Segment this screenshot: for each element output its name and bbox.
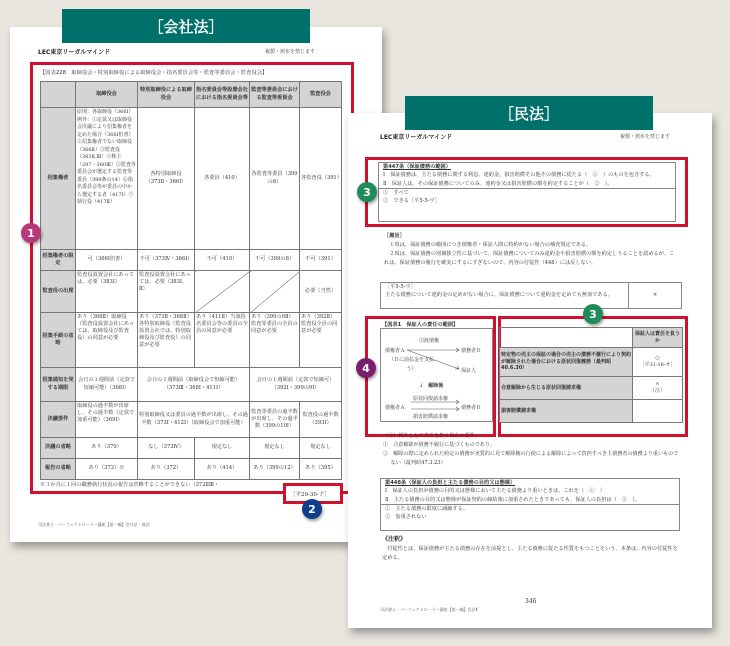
table-row bbox=[41, 313, 342, 368]
page-footer: 司法書士・パーフェクトローラー講座【第一編】会社法・商法 bbox=[38, 522, 150, 527]
restitution-label: 原状回復請求権 bbox=[413, 396, 449, 402]
table-cell: 特別取締役又は委員の過半数が出席し、その過半数（373Ⅰ・412Ⅰ）（取締役会で加重可能） bbox=[138, 402, 250, 438]
article-448-box bbox=[380, 478, 680, 531]
row-header: 招集手続の省略 bbox=[41, 313, 76, 368]
row-header: 決議要件 bbox=[41, 402, 76, 438]
table-cell-empty bbox=[250, 271, 300, 313]
article-text: Ⅱ 主たる債務の目的又は態様が保証契約の締結後に加重されたときであっても、保証人の負担は（ ② ）。 bbox=[385, 496, 641, 503]
table-cell: あり（414） bbox=[195, 459, 250, 480]
note-item: ① 合意解除が債務不履行に基づくものであり、 bbox=[383, 441, 496, 448]
table-cell: なし（373Ⅳ） bbox=[138, 438, 195, 459]
row-header: 招集権者 bbox=[41, 108, 76, 250]
table-cell: 取締役の過半数が出席し、その過半数（定款で加重可能）（369Ⅰ） bbox=[76, 402, 138, 438]
table-cell: あり（370） bbox=[76, 438, 138, 459]
row-header: 損害賠償請求権 bbox=[500, 400, 633, 423]
table-title: 【図表228 取締役会・特別取締役による取締役会・指名委員会等・監査等委員会・監査役会】 bbox=[40, 70, 268, 76]
table-row bbox=[41, 438, 342, 459]
question-text: 主たる債務について違約金の定めがない場合に、保証債務について違約金を定めても無効である。 bbox=[385, 292, 614, 299]
corner-cell bbox=[41, 82, 76, 108]
table-cell: 監査等委員の過半数が出席し、その過半数（399の10Ⅰ） bbox=[250, 402, 300, 438]
article-title: 第448条（保証人の負担と主たる債務の目的又は態様） bbox=[385, 480, 516, 486]
lec-logo: LEC東京リーガルマインド bbox=[38, 49, 111, 56]
note-title: （注）例外として責任を負う場合の要件 bbox=[383, 433, 475, 439]
table-cell: 可（366Ⅰ但書） bbox=[76, 250, 138, 271]
table-cell: 不可（373Ⅳ・366Ⅰ） bbox=[138, 250, 195, 271]
row-header: 報告の省略 bbox=[41, 459, 76, 480]
table-cell: 必要（当然） bbox=[300, 271, 342, 313]
section-title: ［趣旨］ bbox=[384, 233, 405, 239]
article-text: Ⅱ 保証人は、その保証債務についてのみ、違約金又は損害賠償の額を約定することが（ ② ）。 bbox=[383, 180, 613, 187]
copyright-notice: 複製・頒布を禁じます bbox=[265, 49, 316, 55]
creditor-label: 債権者Ａ bbox=[385, 348, 406, 354]
liability-value: × bbox=[655, 381, 660, 388]
article-title: 第447条（保証債務の範囲） bbox=[383, 164, 451, 170]
table-row bbox=[41, 250, 342, 271]
row-header: 招集権者の限定 bbox=[41, 250, 76, 271]
guarantor-label: 保証人 bbox=[461, 368, 477, 374]
claim-label: 引渡債権 bbox=[419, 338, 440, 344]
paragraph: 付従性とは、保証債務が主たる債務の存在を前提とし、主たる債務に従たる性質をもつことをいう。本条は、内容の付従性を定める。 bbox=[382, 546, 678, 562]
lec-logo: LEC東京リーガルマインド bbox=[380, 134, 453, 141]
company-law-tab: ［会社法］ bbox=[62, 9, 310, 43]
table-cell: 不可（410） bbox=[195, 250, 250, 271]
table-cell: 不可（399の8） bbox=[250, 250, 300, 271]
figure-title: 【図表1 保証人の責任の範囲】 bbox=[382, 322, 459, 328]
creditor-label: 債権者Ａ bbox=[385, 405, 406, 411]
debtor-label: 債務者Ｂ bbox=[461, 405, 482, 411]
table-cell: 会日の１週間前（取締役会で短縮可能）（373Ⅲ・368Ⅰ・411Ⅰ） bbox=[138, 368, 250, 402]
col-header: 取締役会 bbox=[76, 82, 138, 108]
purpose-section bbox=[384, 232, 679, 267]
table-row bbox=[41, 108, 342, 250]
answer-1: ① すべて bbox=[383, 189, 409, 196]
note-section bbox=[383, 432, 681, 468]
section-title: 《注釈》 bbox=[382, 536, 407, 543]
table-row bbox=[500, 348, 683, 377]
table-cell: 監査役設置会社にあっては、必要（383Ⅰ，Ⅱ） bbox=[138, 271, 195, 313]
table-row bbox=[500, 400, 683, 423]
paragraph: １項は、保証債務の範囲につき債権者・保証人間に特約がない場合の補充規定である。 bbox=[389, 241, 592, 248]
table-cell: 各特別取締役（373Ⅱ・366Ⅰ） bbox=[138, 108, 195, 250]
table-row bbox=[41, 368, 342, 402]
table-cell: あり（399の12） bbox=[250, 459, 300, 480]
table-cell: あり（372） bbox=[138, 459, 195, 480]
table-cell: 各監査役（391） bbox=[300, 108, 342, 250]
col-header: 監査役会 bbox=[300, 82, 342, 108]
answer-2: ② 加重されない bbox=[385, 514, 427, 521]
question-box bbox=[380, 282, 682, 309]
question-answer: × bbox=[652, 292, 658, 299]
arrows-icon bbox=[381, 329, 494, 423]
article-text: Ⅰ 保証債務は、主たる債務に関する利息、違約金、損害賠償その他その債務に従たる（ ① ）のものを包含する。 bbox=[383, 172, 655, 179]
liability-diagram bbox=[380, 328, 493, 422]
liability-value bbox=[633, 400, 683, 423]
prepayment-note: （Ｂに前払金を支払う） bbox=[389, 357, 435, 372]
question-reference: ［平5-5-ウ］ bbox=[385, 284, 416, 290]
table-cell: 各委員（410） bbox=[195, 108, 250, 250]
guarantor-liability-table bbox=[499, 327, 683, 423]
table-cell: 監査役設置会社にあっては、必要（383Ⅰ） bbox=[76, 271, 138, 313]
table-row bbox=[41, 271, 342, 313]
note-item: ② 解除の際に定められた約定の債務が実質的に見て解除権の行使による解除によって負担すべき主債務者の債務より重いものでない（最判昭47.3.23） bbox=[383, 450, 679, 466]
table-cell: あり（373Ⅱ・368Ⅱ）各特別取締役（監査役設置会社では、特別取締役及び監査役）の同意が必要 bbox=[138, 313, 195, 368]
damages-label: 損害賠償請求権 bbox=[413, 414, 449, 420]
col-header: 保証人は責任を負うか bbox=[633, 328, 683, 348]
answer-1: ① 主たる債務の限度に減縮する。 bbox=[385, 505, 469, 512]
table-footnote: ※３か月に１回の職務執行状況の報告は省略することができない（372ⅡⅢ・ bbox=[40, 482, 220, 488]
copyright-notice: 複製・頒布を禁じます bbox=[620, 134, 671, 140]
page-number: 346 bbox=[525, 598, 537, 605]
note-reference: （注） bbox=[649, 388, 665, 394]
row-header: 特定物の売主の保証の場合の売主の債務不履行により契約が解除された場合における原状回復義務（最判昭40.6.30） bbox=[500, 348, 633, 377]
badge-3: 3 bbox=[357, 182, 377, 202]
table-cell: 規定なし bbox=[195, 438, 250, 459]
debtor-label: 債務者Ｂ bbox=[461, 348, 482, 354]
table-cell: あり（411Ⅱ）当該指名委員会等の委員の全員の同意が必要 bbox=[195, 313, 250, 368]
badge-3: 3 bbox=[583, 304, 603, 324]
row-header: 監査役の出席 bbox=[41, 271, 76, 313]
liability-value: ○ bbox=[655, 355, 660, 362]
corner-cell bbox=[500, 328, 633, 348]
table-cell: あり（372）※ bbox=[76, 459, 138, 480]
article-447-box bbox=[378, 162, 676, 222]
table-cell: 会日の１週間前（定款で短縮可能）（368Ⅰ） bbox=[76, 368, 138, 402]
col-header: 特別取締役による取締役会 bbox=[138, 82, 195, 108]
exam-reference: ［平31-16-オ］ bbox=[639, 362, 676, 368]
table-cell: あり（368Ⅱ）取締役（監査役設置会社にあっては、取締役及び監査役）の同意が必要 bbox=[76, 313, 138, 368]
annotation-section bbox=[382, 535, 678, 563]
civil-law-tab: ［民法］ bbox=[405, 96, 653, 130]
board-comparison-table bbox=[40, 81, 342, 480]
badge-2: 2 bbox=[302, 499, 322, 519]
table-cell: 会日の１週間前（定款で短縮可）（392Ⅰ・399の9Ⅰ） bbox=[250, 368, 342, 402]
badge-4: 4 bbox=[356, 358, 376, 378]
table-row bbox=[41, 459, 342, 480]
after-rescission-label: ↓ 解除後 bbox=[419, 383, 444, 389]
table-cell: あり（395） bbox=[300, 459, 342, 480]
table-cell: 規定なし bbox=[250, 438, 300, 459]
row-header: 招集通知を発する期限 bbox=[41, 368, 76, 402]
table-cell: あり（392Ⅱ）監査役全員の同意が必要 bbox=[300, 313, 342, 368]
table-cell: 原則：各取締役（366Ⅰ）例外：①定款又は取締役会決議により招集権者を定めた場合（366Ⅰ但書）②招集権者でない取締役（366Ⅱ）③監査役（383Ⅱ,Ⅲ）④株主（297・360Ⅲ）⑤監査等委員会が選定する監査等委員（399条の14）⑥指名委員会等が委員の中から選定する者（417Ⅰ）⑦執行役（417Ⅱ） bbox=[76, 108, 138, 250]
table-cell: 不可（391） bbox=[300, 250, 342, 271]
answer-2: ② できる［平5-5-ウ］ bbox=[383, 198, 440, 205]
col-header: 指名委員会等設置会社における指名委員会等 bbox=[195, 82, 250, 108]
badge-1: 1 bbox=[21, 223, 41, 243]
article-text: Ⅰ 保証人の負担が債務の目的又は態様において主たる債務より重いときは、これを（ ① ） bbox=[385, 488, 605, 495]
exam-reference: ［平29-30-ア］ bbox=[290, 492, 330, 498]
table-row bbox=[41, 402, 342, 438]
table-row bbox=[500, 377, 683, 400]
table-cell: 規定なし bbox=[300, 438, 342, 459]
page-footer: 司法書士・パーフェクトローラー講座【第一編】民法Ⅱ bbox=[380, 607, 478, 612]
paragraph: ２項は、保証債務の別個独立性に基づいて、保証債務についてのみ違約金や損害賠償の額を約定しうることを認めるが、これは、保証債務の履行を確実にするにすぎないので、内容の付従性（448）には反しない。 bbox=[384, 250, 675, 266]
row-header: 合意解除から生じる原状回復請求権 bbox=[500, 377, 633, 400]
table-cell: 各監査等委員（399の8） bbox=[250, 108, 300, 250]
table-cell-empty bbox=[195, 271, 250, 313]
table-cell: 監査役の過半数（393Ⅰ） bbox=[300, 402, 342, 438]
row-header: 決議の省略 bbox=[41, 438, 76, 459]
col-header: 監査等委員会における監査等委員会 bbox=[250, 82, 300, 108]
table-cell: あり（399の9Ⅱ）監査等委員の全員の同意が必要 bbox=[250, 313, 300, 368]
